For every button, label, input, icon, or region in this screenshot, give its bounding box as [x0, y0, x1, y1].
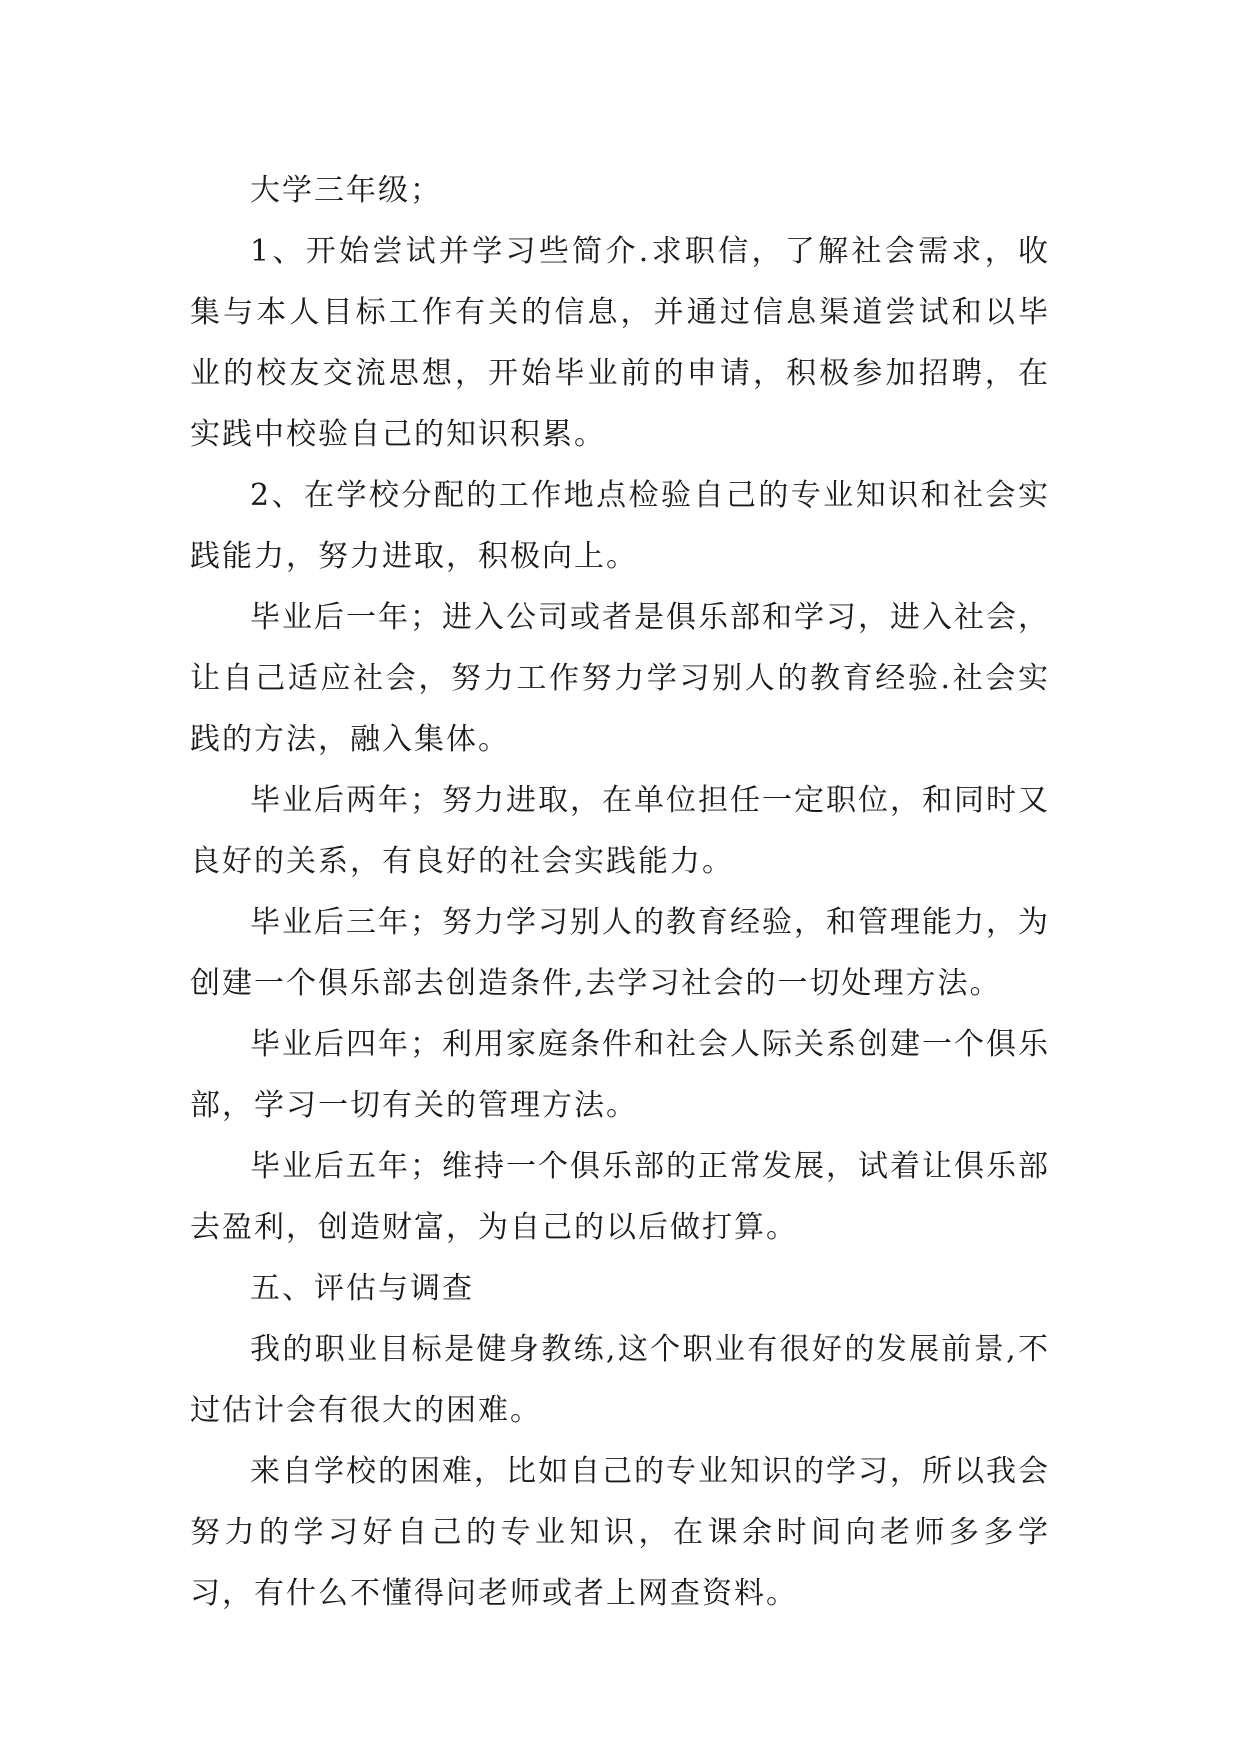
paragraph-after-graduation-year-5: 毕业后五年；维持一个俱乐部的正常发展，试着让俱乐部去盈利，创造财富，为自己的以后做打算。: [190, 1149, 1050, 1245]
paragraph-after-graduation-year-1: 毕业后一年；进入公司或者是俱乐部和学习，进入社会，让自己适应社会，努力工作努力学习别人的教育经验.社会实践的方法，融入集体。: [190, 600, 1050, 757]
paragraph-after-graduation-year-2: 毕业后两年；努力进取，在单位担任一定职位，和同时又良好的关系，有良好的社会实践能力。: [190, 783, 1050, 879]
section-heading-evaluation: 五、评估与调查: [250, 1271, 474, 1306]
paragraph-item-2: 2、在学校分配的工作地点检验自己的专业知识和社会实践能力，努力进取，积极向上。: [190, 478, 1050, 574]
paragraph-after-graduation-year-4: 毕业后四年；利用家庭条件和社会人际关系创建一个俱乐部，学习一切有关的管理方法。: [190, 1027, 1050, 1123]
paragraph-after-graduation-year-3: 毕业后三年；努力学习别人的教育经验，和管理能力，为创建一个俱乐部去创造条件,去学习社会的一切处理方法。: [190, 905, 1050, 1001]
paragraph-career-goal: 我的职业目标是健身教练,这个职业有很好的发展前景,不过估计会有很大的困难。: [190, 1332, 1050, 1428]
paragraph-school-difficulties: 来自学校的困难，比如自己的专业知识的学习，所以我会努力的学习好自己的专业知识，在课余时间向老师多多学习，有什么不懂得问老师或者上网查资料。: [190, 1454, 1050, 1611]
paragraph-item-1: 1、开始尝试并学习些简介.求职信，了解社会需求，收集与本人目标工作有关的信息，并通过信息渠道尝试和以毕业的校友交流思想，开始毕业前的申请，积极参加招聘，在实践中校验自己的知识积累。: [190, 234, 1050, 452]
document-body: [190, 160, 1050, 1624]
paragraph-year-three-heading: 大学三年级；: [250, 173, 442, 208]
